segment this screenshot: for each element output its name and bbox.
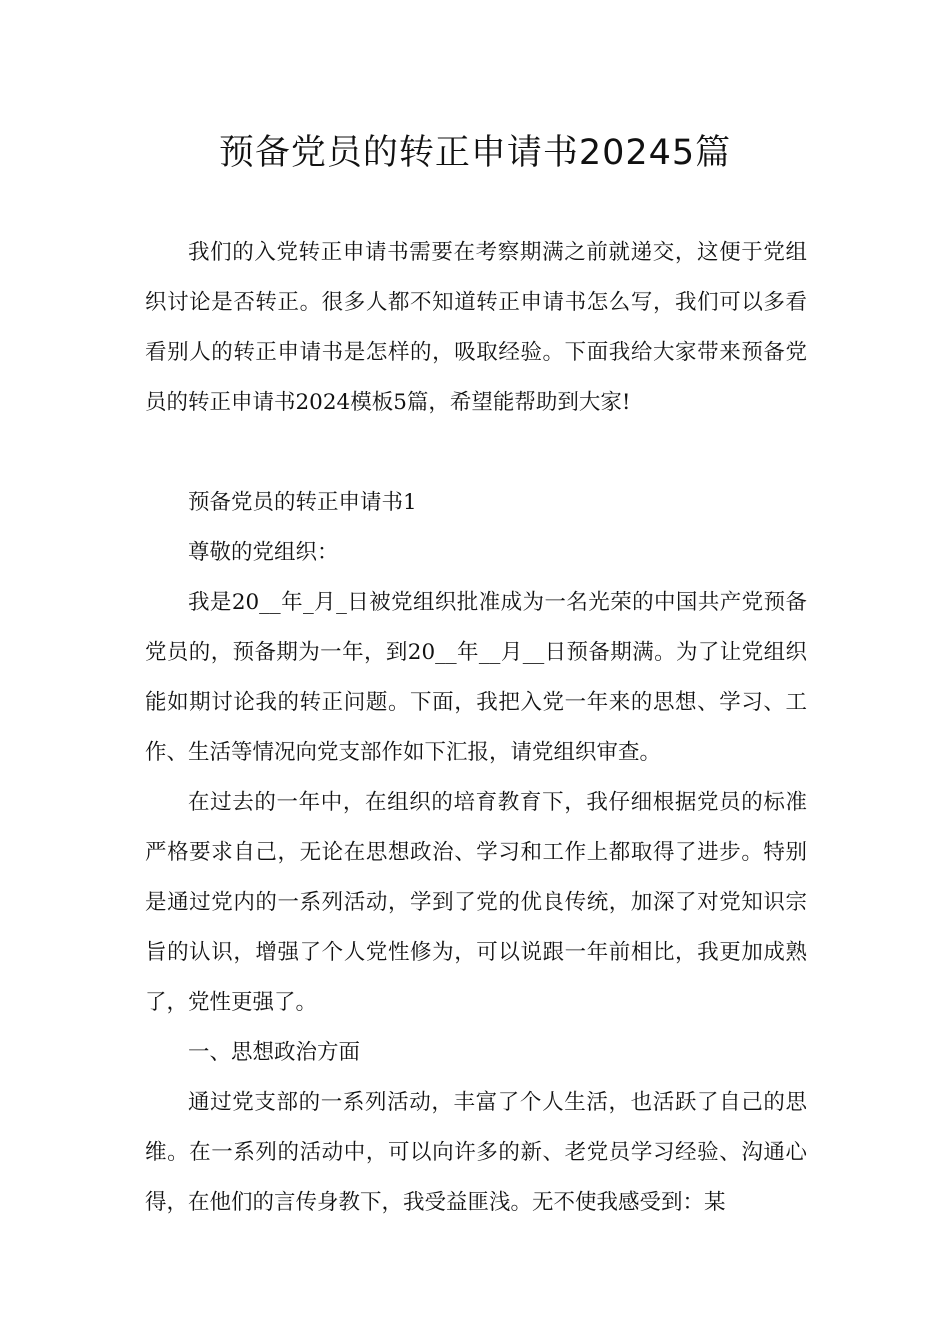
body-paragraph: 我是20__年_月_日被党组织批准成为一名光荣的中国共产党预备党员的，预备期为一年，到20__年__月__日预备期满。为了让党组织能如期讨论我的转正问题。下面，我把入党一年来的思想、学习、工作、生活等情况向党支部作如下汇报，请党组织审查。 — [145, 590, 807, 765]
document-title: 预备党员的转正申请书20245篇 — [218, 133, 732, 173]
body-paragraph: 在过去的一年中，在组织的培育教育下，我仔细根据党员的标准严格要求自己，无论在思想政治、学习和工作上都取得了进步。特别是通过党内的一系列活动，学到了党的优良传统，加深了对党知识宗旨的认识，增强了个人党性修为，可以说跟一年前相比，我更加成熟了，党性更强了。 — [145, 790, 807, 1015]
subheading: 一、思想政治方面 — [188, 1040, 361, 1065]
document-body — [145, 228, 807, 1228]
section-heading: 预备党员的转正申请书1 — [188, 490, 417, 515]
body-paragraph: 通过党支部的一系列活动，丰富了个人生活，也活跃了自己的思维。在一系列的活动中，可以向许多的新、老党员学习经验、沟通心得，在他们的言传身教下，我受益匪浅。无不使我感受到：某 — [145, 1090, 807, 1215]
salutation: 尊敬的党组织： — [188, 540, 339, 565]
intro-paragraph: 我们的入党转正申请书需要在考察期满之前就递交，这便于党组织讨论是否转正。很多人都不知道转正申请书怎么写，我们可以多看看别人的转正申请书是怎样的，吸取经验。下面我给大家带来预备党员的转正申请书2024模板5篇，希望能帮助到大家! — [145, 240, 807, 415]
